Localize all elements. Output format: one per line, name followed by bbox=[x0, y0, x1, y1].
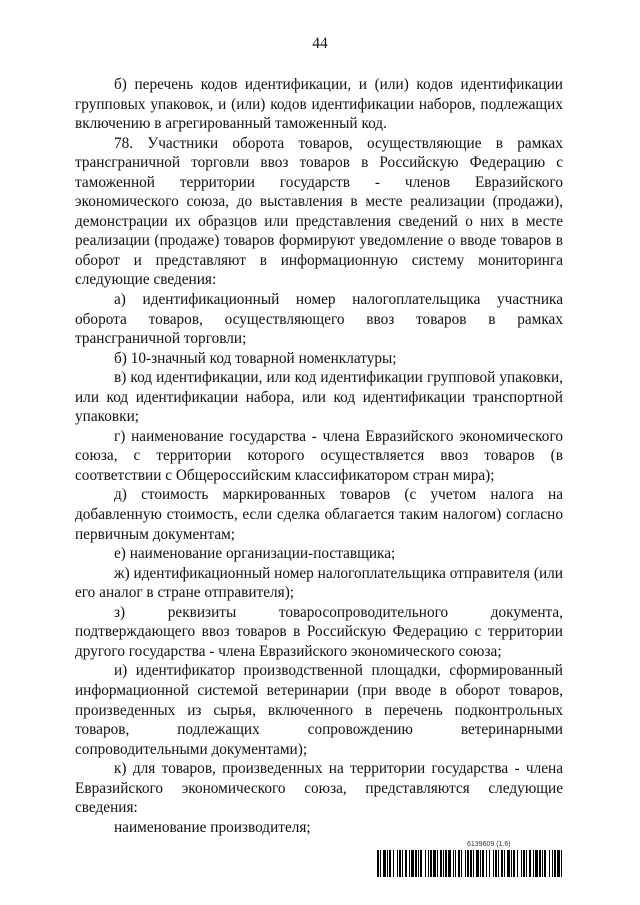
page-number: 44 bbox=[312, 35, 328, 52]
paragraph-v-identification-code: в) код идентификации, или код идентификации групповой упаковки, или код идентификации набора, или код идентификации транспортной упаковки; bbox=[75, 369, 563, 426]
paragraph-i-production-site-id: и) идентификатор производственной площадки, сформированный информационной системой ветеринарии (при вводе в оборот товаров, произведенных из сырья, включенного в перечень подконтрольных товаров, подлежащих сопровождению ветеринарными сопроводительными документами); bbox=[75, 662, 563, 758]
paragraph-b-list-of-codes: б) перечень кодов идентификации, и (или) кодов идентификации групповых упаковок, и (или) кодов идентификации наборов, подлежащих включению в агрегированный таможенный код. bbox=[75, 76, 563, 133]
paragraph-k-eaeu-goods: к) для товаров, произведенных на территории государства - члена Евразийского экономического союза, представляются следующие сведения: bbox=[75, 760, 563, 817]
barcode-image bbox=[377, 850, 563, 877]
paragraph-78-cross-border-import: 78. Участники оборота товаров, осуществляющие в рамках трансграничной торговли ввоз товаров в Российскую Федерацию с таможенной территории государств - членов Евразийского экономического союза, до выставления в месте реализации (продажи), демонстрации их образцов или представления сведений о них в месте реализации (продаже) товаров формируют уведомление о вводе товаров в оборот и представляют в информационную систему мониторинга следующие сведения: bbox=[75, 134, 563, 289]
paragraph-e-supplier-name: е) наименование организации-поставщика; bbox=[114, 545, 396, 563]
paragraph-manufacturer-name: наименование производителя; bbox=[114, 818, 311, 836]
paragraph-d-goods-value: д) стоимость маркированных товаров (с учетом налога на добавленную стоимость, если сделка облагается таким налогом) согласно первичным документам; bbox=[75, 486, 563, 543]
paragraph-b-commodity-code: б) 10-значный код товарной номенклатуры; bbox=[114, 349, 397, 367]
paragraph-z-shipping-document: з) реквизиты товаросопроводительного документа, подтверждающего ввоз товаров в Российскую Федерацию с территории другого государства - члена Евразийского экономического союза; bbox=[75, 603, 563, 660]
document-body bbox=[75, 75, 563, 837]
document-code: 6139609 (1.6) bbox=[467, 841, 511, 848]
paragraph-zh-sender-taxpayer-id: ж) идентификационный номер налогоплательщика отправителя (или его аналог в стране отправителя); bbox=[75, 564, 563, 602]
paragraph-g-state-name: г) наименование государства - члена Евразийского экономического союза, с территории которого осуществляется ввоз товаров (в соответствии с Общероссийским классификатором стран мира); bbox=[75, 427, 563, 484]
paragraph-a-taxpayer-id: а) идентификационный номер налогоплательщика участника оборота товаров, осуществляющего ввоз товаров в рамках трансграничной торговли; bbox=[75, 291, 563, 348]
